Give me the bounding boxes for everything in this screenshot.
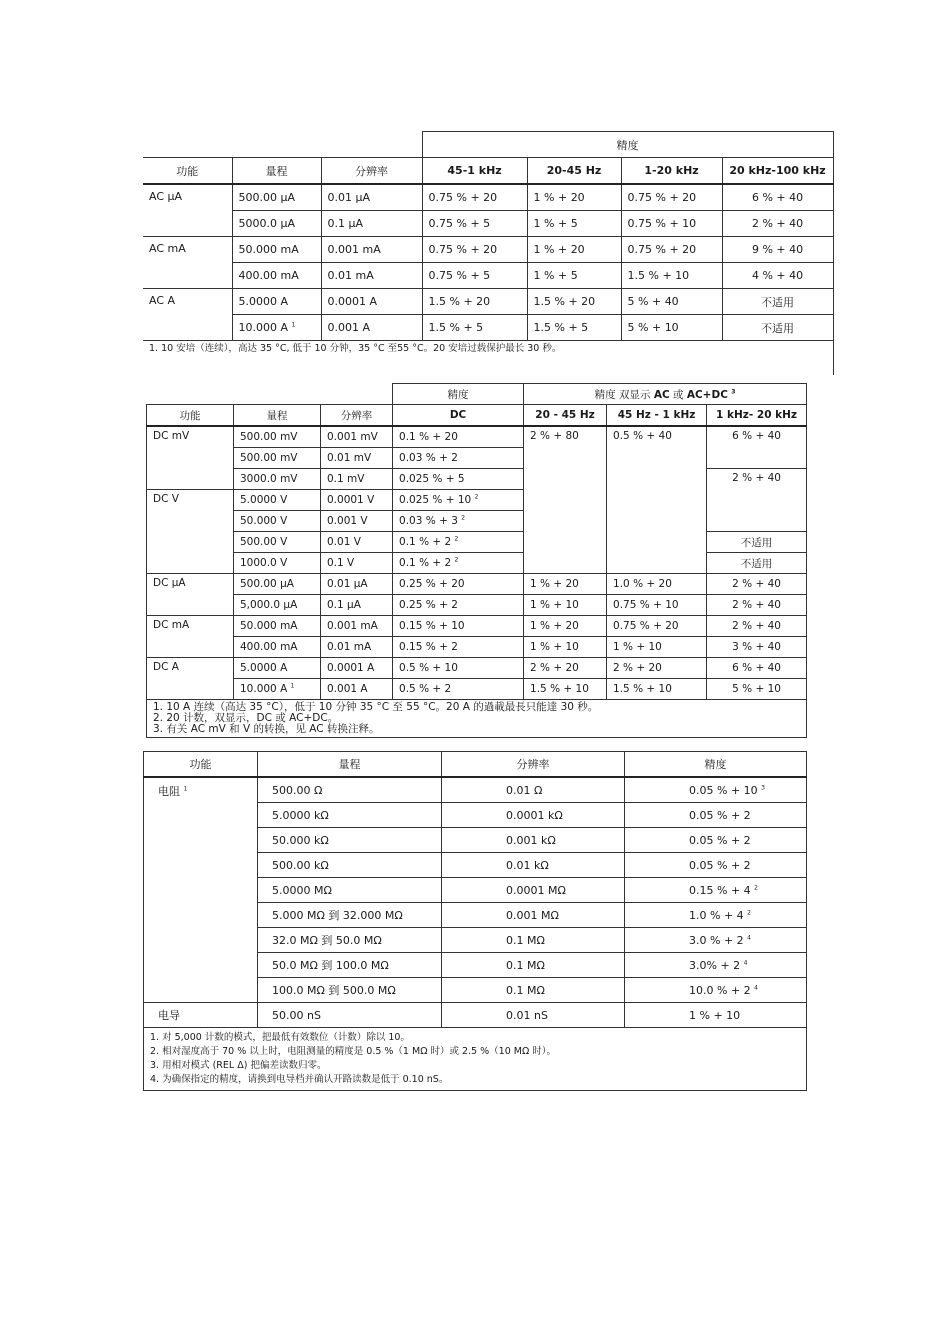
col-range: 量程 bbox=[258, 752, 442, 778]
col-45-1khz: 45-1 kHz bbox=[422, 158, 527, 185]
ac-cell: 1 % + 20 bbox=[524, 616, 607, 637]
res-cell: 0.001 mA bbox=[321, 616, 393, 637]
range-cell: 400.00 mA bbox=[234, 637, 321, 658]
acc-cell: 0.75 % + 5 bbox=[422, 211, 527, 237]
res-cell: 0.0001 MΩ bbox=[442, 878, 625, 903]
table-row bbox=[147, 637, 807, 658]
range-cell: 50.000 kΩ bbox=[258, 828, 442, 853]
ac-cell: 3 % + 40 bbox=[707, 637, 807, 658]
range-cell: 50.0 MΩ 到 100.0 MΩ bbox=[258, 953, 442, 978]
acc-cell: 0.05 % + 2 bbox=[625, 853, 807, 878]
func-cell: 电阻 $^1$ bbox=[144, 777, 258, 1003]
ac-cell: 2 % + 20 bbox=[607, 658, 707, 679]
acc-cell: 4 % + 40 bbox=[722, 263, 833, 289]
res-cell: 0.01 mA bbox=[321, 637, 393, 658]
ac-cell: 2 % + 40 bbox=[707, 616, 807, 637]
table-row bbox=[143, 263, 833, 289]
acc-cell: 2 % + 40 bbox=[722, 211, 833, 237]
range-cell: 32.0 MΩ 到 50.0 MΩ bbox=[258, 928, 442, 953]
ac-cell: 2 % + 40 bbox=[707, 595, 807, 616]
footnote: 3. 用相对模式 (REL Δ) 把偏差读数归零。 bbox=[150, 1060, 327, 1071]
range-cell: 3000.0 mV bbox=[234, 469, 321, 490]
res-cell: 0.0001 A bbox=[321, 658, 393, 679]
col-20-100khz: 20 kHz-100 kHz bbox=[722, 158, 833, 185]
res-cell: 0.001 MΩ bbox=[442, 903, 625, 928]
acc-cell: 不适用 bbox=[722, 315, 833, 341]
dc-cell: 0.025 % + 5 bbox=[393, 469, 524, 490]
dc-cell: 0.5 % + 2 bbox=[393, 679, 524, 700]
res-cell: 0.0001 A bbox=[321, 289, 422, 315]
ac-cell: 2 % + 80 bbox=[524, 426, 607, 574]
dc-cell: 0.03 % + 2 bbox=[393, 448, 524, 469]
dc-cell: 0.5 % + 10 bbox=[393, 658, 524, 679]
footnote: 1. 10 A 连续（高达 35 °C），低于 10 分钟 35 °C 至 55 °C。20 A 的過載最長只能達 30 秒。 bbox=[153, 701, 599, 713]
acc-cell: 0.75 % + 20 bbox=[422, 184, 527, 211]
table-row bbox=[147, 595, 807, 616]
acc-cell: 5 % + 10 bbox=[621, 315, 722, 341]
res-cell: 0.0001 V bbox=[321, 490, 393, 511]
range-cell: 10.000 A $^1$ bbox=[232, 315, 321, 341]
table-row bbox=[147, 426, 807, 448]
range-cell: 500.00 μA bbox=[232, 184, 321, 211]
range-cell: 5.0000 A bbox=[232, 289, 321, 315]
table-row bbox=[144, 777, 807, 803]
res-cell: 0.01 μA bbox=[321, 184, 422, 211]
table-header-row bbox=[143, 158, 833, 185]
ac-accuracy-header: 精度 双显示 AC 或 AC+DC $^3$ bbox=[524, 384, 807, 405]
acc-cell: 9 % + 40 bbox=[722, 237, 833, 263]
acc-cell: 1 % + 5 bbox=[527, 211, 621, 237]
col-range: 量程 bbox=[232, 158, 321, 185]
func-cell: DC mA bbox=[147, 616, 234, 658]
ac-cell: 0.75 % + 20 bbox=[607, 616, 707, 637]
dc-cell: 0.1 % + 2 $^2$ bbox=[393, 532, 524, 553]
acc-cell: 6 % + 40 bbox=[722, 184, 833, 211]
acc-cell: 0.05 % + 10 $^3$ bbox=[625, 777, 807, 803]
res-cell: 0.01 mV bbox=[321, 448, 393, 469]
footnote: 1. 对 5,000 计数的模式，把最低有效数位（计数）除以 10。 bbox=[150, 1032, 410, 1043]
range-cell: 1000.0 V bbox=[234, 553, 321, 574]
accuracy-group-header: 精度 bbox=[422, 132, 833, 158]
ac-cell: 2 % + 40 bbox=[707, 574, 807, 595]
func-cell: DC A bbox=[147, 658, 234, 700]
res-cell: 0.001 mV bbox=[321, 426, 393, 448]
dc-accuracy-header: 精度 bbox=[393, 384, 524, 405]
ac-cell: 1 % + 10 bbox=[524, 595, 607, 616]
res-cell: 0.01 Ω bbox=[442, 777, 625, 803]
acc-cell: 不适用 bbox=[722, 289, 833, 315]
res-cell: 0.01 kΩ bbox=[442, 853, 625, 878]
acc-cell: 1 % + 10 bbox=[625, 1003, 807, 1028]
dc-spec-table bbox=[146, 383, 807, 738]
range-cell: 100.0 MΩ 到 500.0 MΩ bbox=[258, 978, 442, 1003]
range-cell: 50.000 V bbox=[234, 511, 321, 532]
footnote: 1. 10 安培（连续），高达 35 °C, 低于 10 分钟，35 °C 至55 °C。20 安培过载保护最长 30 秒。 bbox=[143, 341, 833, 376]
range-cell: 5.000 MΩ 到 32.000 MΩ bbox=[258, 903, 442, 928]
res-cell: 0.1 mV bbox=[321, 469, 393, 490]
table-row bbox=[147, 574, 807, 595]
ac-current-spec-table bbox=[143, 131, 834, 375]
ac-cell: 2 % + 20 bbox=[524, 658, 607, 679]
func-cell: DC μA bbox=[147, 574, 234, 616]
res-cell: 0.1 μA bbox=[321, 595, 393, 616]
range-cell: 500.00 V bbox=[234, 532, 321, 553]
res-cell: 0.01 nS bbox=[442, 1003, 625, 1028]
res-cell: 0.1 V bbox=[321, 553, 393, 574]
res-cell: 0.1 MΩ bbox=[442, 928, 625, 953]
table-row bbox=[147, 679, 807, 700]
acc-cell: 0.05 % + 2 bbox=[625, 828, 807, 853]
range-cell: 5.0000 A bbox=[234, 658, 321, 679]
ac-cell: 1 % + 10 bbox=[524, 637, 607, 658]
range-cell: 50.000 mA bbox=[232, 237, 321, 263]
ac-cell: 0.5 % + 40 bbox=[607, 426, 707, 574]
footnote: 3. 有关 AC mV 和 V 的转换，见 AC 转换注释。 bbox=[153, 723, 380, 735]
ac-cell: 不适用 bbox=[707, 532, 807, 553]
acc-cell: 0.75 % + 5 bbox=[422, 263, 527, 289]
acc-cell: 1.5 % + 5 bbox=[422, 315, 527, 341]
footnotes bbox=[147, 700, 807, 738]
col-20-45hz: 20-45 Hz bbox=[527, 158, 621, 185]
func-cell: AC μA bbox=[143, 184, 232, 237]
range-cell: 500.00 kΩ bbox=[258, 853, 442, 878]
res-cell: 0.001 A bbox=[321, 679, 393, 700]
acc-cell: 1 % + 20 bbox=[527, 237, 621, 263]
dc-cell: 0.15 % + 2 bbox=[393, 637, 524, 658]
acc-cell: 5 % + 40 bbox=[621, 289, 722, 315]
acc-cell: 0.75 % + 20 bbox=[422, 237, 527, 263]
range-cell: 5.0000 V bbox=[234, 490, 321, 511]
table-row bbox=[143, 211, 833, 237]
dc-cell: 0.1 % + 20 bbox=[393, 426, 524, 448]
dc-cell: 0.25 % + 2 bbox=[393, 595, 524, 616]
range-cell: 5000.0 μA bbox=[232, 211, 321, 237]
range-cell: 500.00 mV bbox=[234, 426, 321, 448]
acc-cell: 0.75 % + 20 bbox=[621, 184, 722, 211]
dc-cell: 0.25 % + 20 bbox=[393, 574, 524, 595]
footnote: 4. 为确保指定的精度，请换到电导档并确认开路读数是低于 0.10 nS。 bbox=[150, 1074, 449, 1085]
acc-cell: 1.5 % + 10 bbox=[621, 263, 722, 289]
res-cell: 0.0001 kΩ bbox=[442, 803, 625, 828]
col-range: 量程 bbox=[234, 405, 321, 427]
table-row bbox=[147, 616, 807, 637]
res-cell: 0.01 V bbox=[321, 532, 393, 553]
col-1khz-20khz: 1 kHz- 20 kHz bbox=[707, 405, 807, 427]
table-row bbox=[147, 532, 807, 553]
res-cell: 0.001 kΩ bbox=[442, 828, 625, 853]
acc-cell: 10.0 % + 2 $^4$ bbox=[625, 978, 807, 1003]
table-header-row bbox=[147, 405, 807, 427]
ac-cell: 1.5 % + 10 bbox=[524, 679, 607, 700]
ac-cell: 6 % + 40 bbox=[707, 426, 807, 469]
table-header-row bbox=[144, 752, 807, 778]
dc-cell: 0.15 % + 10 bbox=[393, 616, 524, 637]
acc-cell: 1.5 % + 5 bbox=[527, 315, 621, 341]
ac-cell: 1 % + 20 bbox=[524, 574, 607, 595]
acc-cell: 0.75 % + 20 bbox=[621, 237, 722, 263]
acc-cell: 1.5 % + 20 bbox=[422, 289, 527, 315]
table-row bbox=[143, 184, 833, 211]
col-resolution: 分辨率 bbox=[321, 158, 422, 185]
range-cell: 5.0000 MΩ bbox=[258, 878, 442, 903]
res-cell: 0.1 MΩ bbox=[442, 953, 625, 978]
col-function: 功能 bbox=[144, 752, 258, 778]
footnote: 2. 20 计数，双显示，DC 或 AC+DC。 bbox=[153, 712, 339, 724]
footnotes bbox=[144, 1028, 807, 1091]
table-row bbox=[147, 553, 807, 574]
range-cell: 50.000 mA bbox=[234, 616, 321, 637]
ac-cell: 2 % + 40 bbox=[707, 469, 807, 532]
ac-cell: 1.0 % + 20 bbox=[607, 574, 707, 595]
table-row bbox=[147, 658, 807, 679]
ac-cell: 1.5 % + 10 bbox=[607, 679, 707, 700]
range-cell: 500.00 mV bbox=[234, 448, 321, 469]
res-cell: 0.001 mA bbox=[321, 237, 422, 263]
footnote: 2. 相对湿度高于 70 % 以上时，电阻测量的精度是 0.5 %（1 MΩ 时）或 2.5 %（10 MΩ 时）。 bbox=[150, 1046, 556, 1057]
ac-cell: 0.75 % + 10 bbox=[607, 595, 707, 616]
range-cell: 500.00 μA bbox=[234, 574, 321, 595]
res-cell: 0.01 μA bbox=[321, 574, 393, 595]
acc-cell: 0.75 % + 10 bbox=[621, 211, 722, 237]
res-cell: 0.001 A bbox=[321, 315, 422, 341]
col-20-45hz: 20 - 45 Hz bbox=[524, 405, 607, 427]
res-cell: 0.1 MΩ bbox=[442, 978, 625, 1003]
res-cell: 0.01 mA bbox=[321, 263, 422, 289]
table-row bbox=[143, 315, 833, 341]
dc-cell: 0.03 % + 3 $^2$ bbox=[393, 511, 524, 532]
table-row bbox=[147, 469, 807, 490]
resistance-spec-table bbox=[143, 751, 807, 1091]
dc-cell: 0.1 % + 2 $^2$ bbox=[393, 553, 524, 574]
func-cell: DC mV bbox=[147, 426, 234, 490]
range-cell: 50.00 nS bbox=[258, 1003, 442, 1028]
dc-cell: 0.025 % + 10 $^2$ bbox=[393, 490, 524, 511]
range-cell: 400.00 mA bbox=[232, 263, 321, 289]
ac-cell: 5 % + 10 bbox=[707, 679, 807, 700]
table-row bbox=[144, 1003, 807, 1028]
col-accuracy: 精度 bbox=[625, 752, 807, 778]
col-1-20khz: 1-20 kHz bbox=[621, 158, 722, 185]
acc-cell: 0.15 % + 4 $^2$ bbox=[625, 878, 807, 903]
func-cell: DC V bbox=[147, 490, 234, 574]
acc-cell: 3.0 % + 2 $^4$ bbox=[625, 928, 807, 953]
acc-cell: 1.0 % + 4 $^2$ bbox=[625, 903, 807, 928]
ac-cell: 6 % + 40 bbox=[707, 658, 807, 679]
acc-cell: 1 % + 5 bbox=[527, 263, 621, 289]
range-cell: 5.0000 kΩ bbox=[258, 803, 442, 828]
acc-cell: 1.5 % + 20 bbox=[527, 289, 621, 315]
col-function: 功能 bbox=[143, 158, 232, 185]
col-dc: DC bbox=[393, 405, 524, 427]
func-cell: AC mA bbox=[143, 237, 232, 289]
ac-cell: 1 % + 10 bbox=[607, 637, 707, 658]
col-resolution: 分辨率 bbox=[321, 405, 393, 427]
range-cell: 5,000.0 μA bbox=[234, 595, 321, 616]
func-cell: AC A bbox=[143, 289, 232, 341]
acc-cell: 3.0% + 2 $^4$ bbox=[625, 953, 807, 978]
col-function: 功能 bbox=[147, 405, 234, 427]
res-cell: 0.1 μA bbox=[321, 211, 422, 237]
range-cell: 10.000 A $^1$ bbox=[234, 679, 321, 700]
table-row bbox=[143, 289, 833, 315]
ac-cell: 不适用 bbox=[707, 553, 807, 574]
range-cell: 500.00 Ω bbox=[258, 777, 442, 803]
acc-cell: 1 % + 20 bbox=[527, 184, 621, 211]
col-resolution: 分辨率 bbox=[442, 752, 625, 778]
res-cell: 0.001 V bbox=[321, 511, 393, 532]
table-row bbox=[143, 237, 833, 263]
col-45hz-1khz: 45 Hz - 1 kHz bbox=[607, 405, 707, 427]
func-cell: 电导 bbox=[144, 1003, 258, 1028]
acc-cell: 0.05 % + 2 bbox=[625, 803, 807, 828]
